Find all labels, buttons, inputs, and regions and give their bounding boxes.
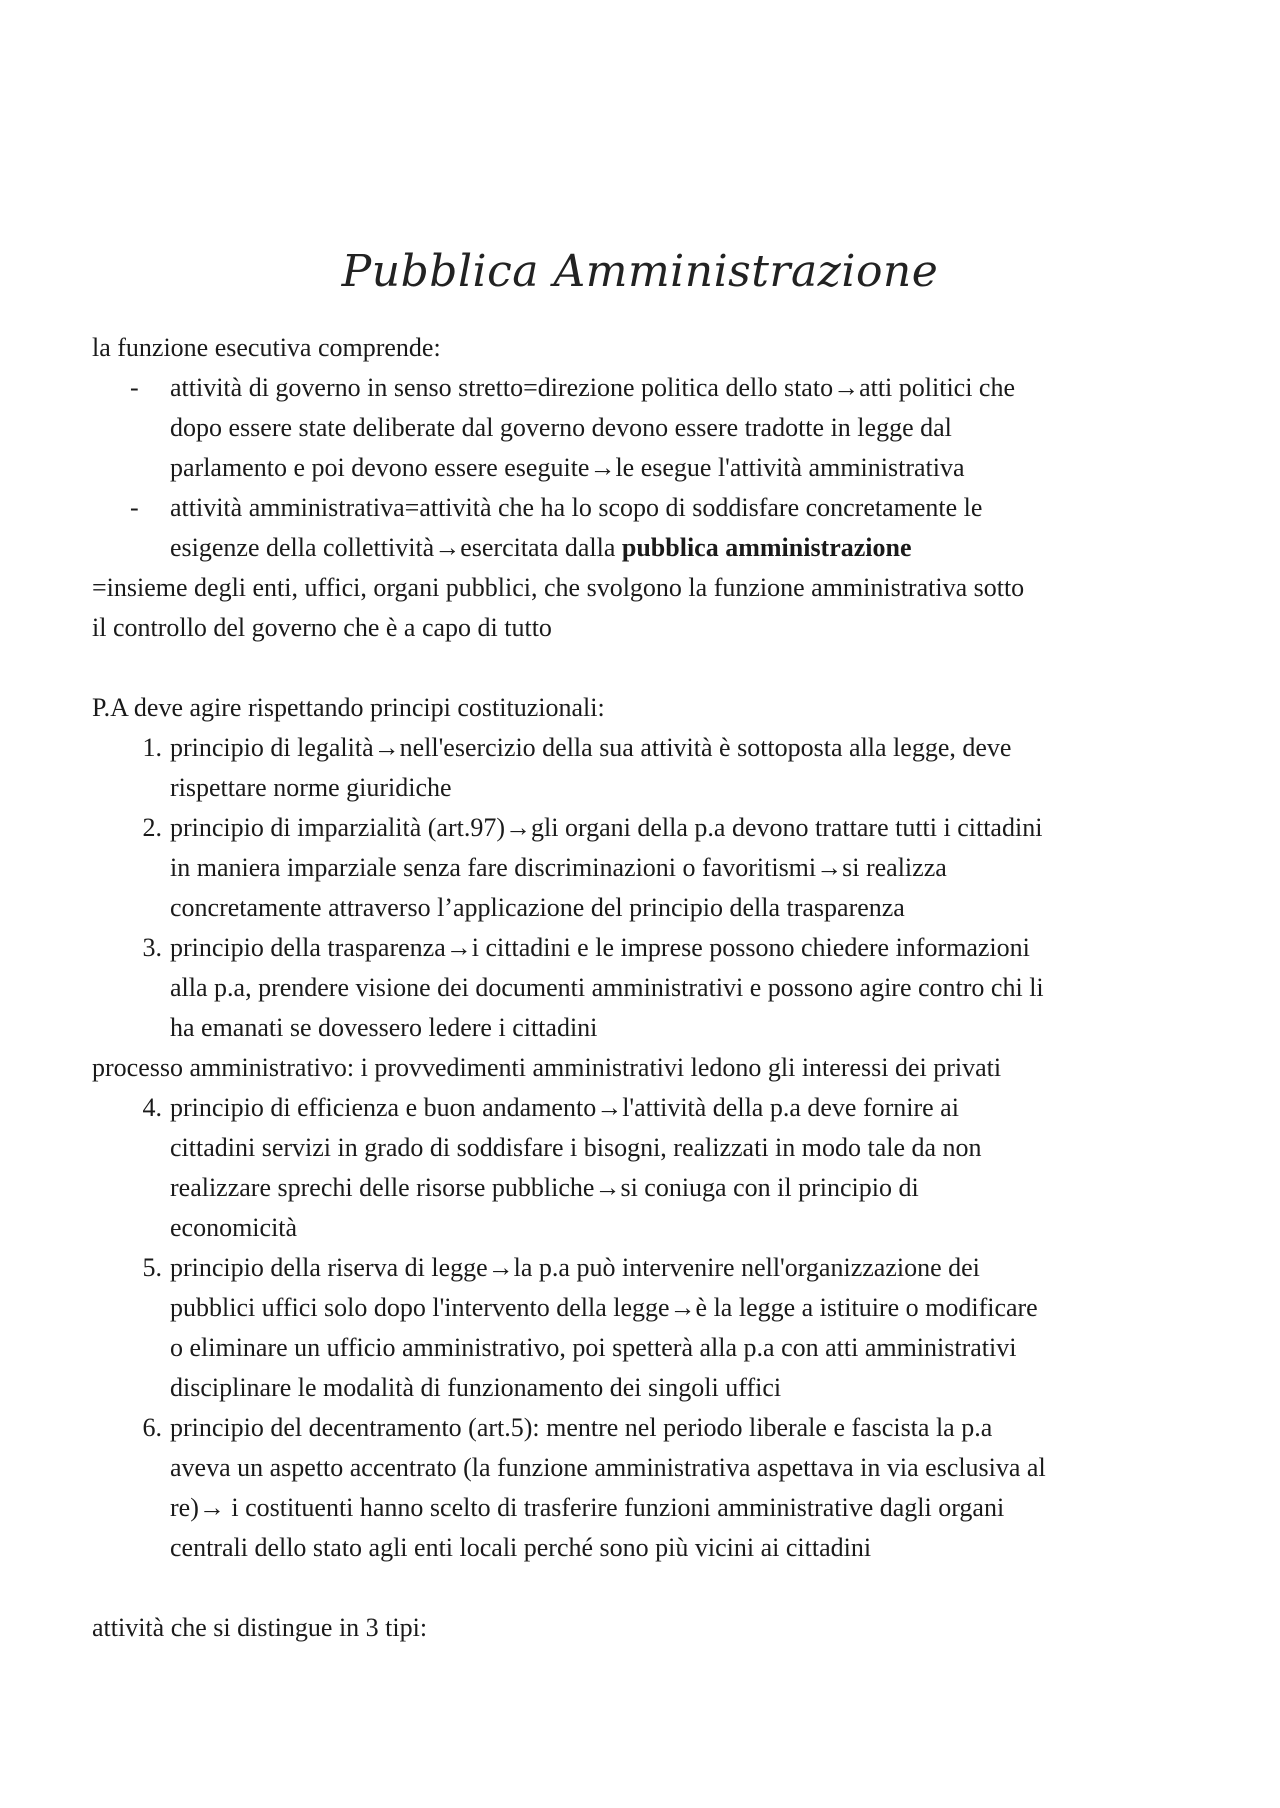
- list-item-line: centrali dello stato agli enti locali perché sono più vicini ai cittadini: [170, 1533, 872, 1562]
- process-note: processo amministrativo: i provvedimenti amministrativi ledono gli interessi dei privati: [92, 1053, 1002, 1082]
- list-item-line: principio di imparzialità (art.97)→gli organi della p.a devono trattare tutti i cittadini: [170, 813, 1043, 842]
- list-item-line: aveva un aspetto accentrato (la funzione amministrativa aspettava in via esclusiva al: [170, 1453, 1046, 1482]
- list-number: 3.: [142, 933, 162, 962]
- list-item-line: economicità: [170, 1213, 298, 1242]
- list-item-line: re)→ i costituenti hanno scelto di trasferire funzioni amministrative dagli organi: [170, 1493, 1005, 1522]
- list-number: 4.: [142, 1093, 162, 1122]
- list-item-line: realizzare sprechi delle risorse pubbliche→si coniuga con il principio di: [170, 1173, 919, 1202]
- list-item-line: pubblici uffici solo dopo l'intervento della legge→è la legge a istituire o modificare: [170, 1293, 1038, 1322]
- list-item-line: principio della riserva di legge→la p.a può intervenire nell'organizzazione dei: [170, 1253, 980, 1282]
- list-item: [92, 368, 1202, 488]
- list-item-line: o eliminare un ufficio amministrativo, poi spetterà alla p.a con atti amministrativi: [170, 1333, 1017, 1362]
- closing-text: attività che si distingue in 3 tipi:: [92, 1613, 428, 1642]
- list-item-line: principio della trasparenza→i cittadini e le imprese possono chiedere informazioni: [170, 933, 1030, 962]
- list-item: [92, 1088, 1202, 1248]
- list-item-line: attività amministrativa=attività che ha lo scopo di soddisfare concretamente le: [170, 493, 983, 522]
- list-number: 2.: [142, 813, 162, 842]
- list-item-line: alla p.a, prendere visione dei documenti amministrativi e possono agire contro chi li: [170, 973, 1044, 1002]
- list-item-line: ha emanati se dovessero ledere i cittadini: [170, 1013, 598, 1042]
- list-number: 5.: [142, 1253, 162, 1282]
- document-body: [92, 328, 1202, 1648]
- list-item-line: parlamento e poi devono essere eseguite→le esegue l'attività amministrativa: [170, 453, 965, 482]
- bullet-marker: -: [130, 373, 139, 402]
- list-item: [92, 1248, 1202, 1408]
- list-item: [92, 728, 1202, 808]
- bold-term: pubblica amministrazione: [621, 533, 912, 562]
- list-item: [92, 1408, 1202, 1568]
- list-item-line: in maniera imparziale senza fare discriminazioni o favoritismi→si realizza: [170, 853, 947, 882]
- definition-line: =insieme degli enti, uffici, organi pubblici, che svolgono la funzione amministrativa sotto: [92, 573, 1025, 602]
- bullet-marker: -: [130, 493, 139, 522]
- list-item: [92, 488, 1202, 568]
- list-item-line: dopo essere state deliberate dal governo devono essere tradotte in legge dal: [170, 413, 952, 442]
- list-item-line: concretamente attraverso l’applicazione del principio della trasparenza: [170, 893, 905, 922]
- list-item: [92, 808, 1202, 928]
- spacer: [92, 648, 1202, 688]
- list-item-line: attività di governo in senso stretto=direzione politica dello stato→atti politici che: [170, 373, 1016, 402]
- list-item-line: disciplinare le modalità di funzionamento dei singoli uffici: [170, 1373, 782, 1402]
- list-number: 1.: [142, 733, 162, 762]
- intro-text: la funzione esecutiva comprende:: [92, 333, 441, 362]
- list-item-line: principio di legalità→nell'esercizio della sua attività è sottoposta alla legge, deve: [170, 733, 1012, 762]
- list-item-line: principio di efficienza e buon andamento→l'attività della p.a deve fornire ai: [170, 1093, 959, 1122]
- page-title: Pubblica Amministrazione: [341, 246, 939, 297]
- list-item-line: principio del decentramento (art.5): mentre nel periodo liberale e fascista la p.a: [170, 1413, 993, 1442]
- list-item-line-prefix: esigenze della collettività→esercitata dalla: [170, 533, 622, 562]
- list-item: [92, 928, 1202, 1048]
- list-item-line: cittadini servizi in grado di soddisfare i bisogni, realizzati in modo tale da non: [170, 1133, 982, 1162]
- list-number: 6.: [142, 1413, 162, 1442]
- list-item-line: [170, 528, 1202, 568]
- principles-intro: P.A deve agire rispettando principi costituzionali:: [92, 693, 605, 722]
- spacer: [92, 1568, 1202, 1608]
- definition-line: il controllo del governo che è a capo di tutto: [92, 613, 552, 642]
- list-item-line: rispettare norme giuridiche: [170, 773, 452, 802]
